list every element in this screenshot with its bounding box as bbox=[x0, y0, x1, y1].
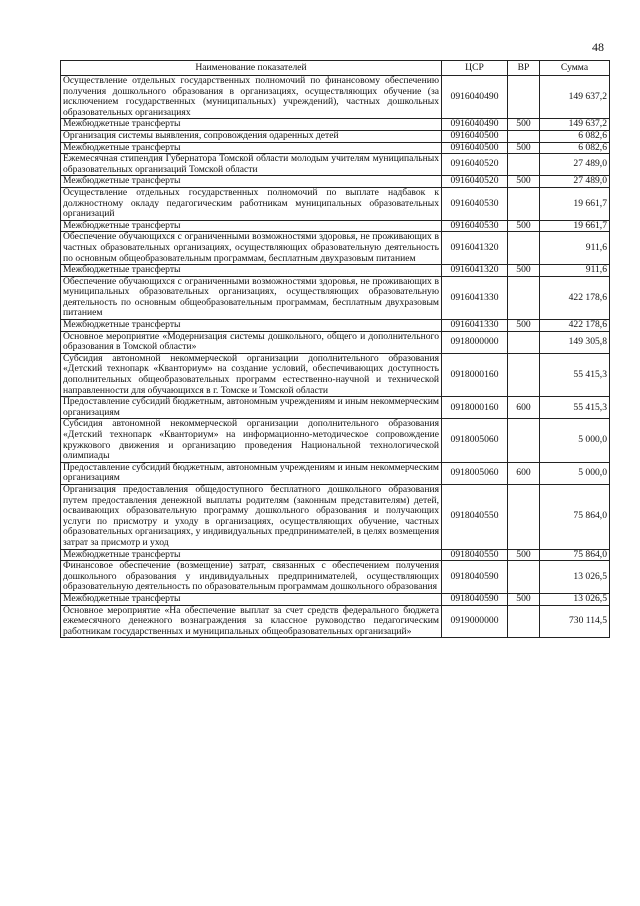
cell-sum: 13 026,5 bbox=[540, 561, 610, 594]
table-row bbox=[61, 265, 610, 277]
table-row bbox=[61, 176, 610, 188]
cell-code: 0919000000 bbox=[442, 605, 508, 638]
table-row bbox=[61, 220, 610, 232]
cell-sum: 911,6 bbox=[540, 265, 610, 277]
cell-name: Основное мероприятие «Модернизация системы дошкольного, общего и дополнительного образования в Томской области» bbox=[61, 331, 442, 353]
table-row bbox=[61, 419, 610, 462]
cell-code: 0916040530 bbox=[442, 220, 508, 232]
cell-vr: 500 bbox=[508, 549, 540, 561]
table-row bbox=[61, 462, 610, 484]
cell-sum: 6 082,6 bbox=[540, 130, 610, 142]
cell-name: Осуществление отдельных государственных полномочий по финансовому обеспечению получения дошкольного образования в организациях, осуществляющих обучение (за исключением государственных (муниципальных) учреждений), частных дошкольных образовательных организациях bbox=[61, 76, 442, 119]
cell-code: 0916040500 bbox=[442, 142, 508, 154]
cell-name: Ежемесячная стипендия Губернатора Томской области молодым учителям муниципальных образовательных организаций Томской области bbox=[61, 154, 442, 176]
cell-name: Межбюджетные трансферты bbox=[61, 593, 442, 605]
cell-name: Обеспечение обучающихся с ограниченными возможностями здоровья, не проживающих в муниципальных образовательных организациях, осуществляющих образовательную деятельность по основным общеобразовательным программам, бесплатным двухразовым питанием bbox=[61, 276, 442, 319]
table-row bbox=[61, 76, 610, 119]
cell-vr: 500 bbox=[508, 320, 540, 332]
header-code: ЦСР bbox=[442, 61, 508, 76]
header-vr: ВР bbox=[508, 61, 540, 76]
cell-vr bbox=[508, 561, 540, 594]
cell-code: 0918040550 bbox=[442, 484, 508, 549]
table-row bbox=[61, 320, 610, 332]
cell-code: 0916040490 bbox=[442, 76, 508, 119]
cell-vr: 600 bbox=[508, 397, 540, 419]
cell-code: 0916040490 bbox=[442, 119, 508, 131]
table-row bbox=[61, 142, 610, 154]
cell-sum: 6 082,6 bbox=[540, 142, 610, 154]
table-row bbox=[61, 549, 610, 561]
table-row bbox=[61, 561, 610, 594]
cell-name: Межбюджетные трансферты bbox=[61, 549, 442, 561]
cell-sum: 19 661,7 bbox=[540, 187, 610, 220]
cell-vr: 500 bbox=[508, 119, 540, 131]
cell-sum: 149 637,2 bbox=[540, 119, 610, 131]
cell-vr: 500 bbox=[508, 220, 540, 232]
cell-name: Предоставление субсидий бюджетным, автономным учреждениям и иным некоммерческим организациям bbox=[61, 397, 442, 419]
cell-vr: 600 bbox=[508, 462, 540, 484]
cell-code: 0918000160 bbox=[442, 353, 508, 396]
cell-code: 0918005060 bbox=[442, 462, 508, 484]
header-sum: Сумма bbox=[540, 61, 610, 76]
table-row bbox=[61, 276, 610, 319]
table-row bbox=[61, 232, 610, 265]
cell-vr: 500 bbox=[508, 176, 540, 188]
cell-code: 0916040520 bbox=[442, 176, 508, 188]
cell-code: 0918000160 bbox=[442, 397, 508, 419]
cell-sum: 911,6 bbox=[540, 232, 610, 265]
cell-name: Межбюджетные трансферты bbox=[61, 119, 442, 131]
cell-vr bbox=[508, 353, 540, 396]
table-row bbox=[61, 353, 610, 396]
cell-sum: 730 114,5 bbox=[540, 605, 610, 638]
cell-vr: 500 bbox=[508, 142, 540, 154]
cell-sum: 27 489,0 bbox=[540, 176, 610, 188]
cell-sum: 5 000,0 bbox=[540, 419, 610, 462]
header-name: Наименование показателей bbox=[61, 61, 442, 76]
cell-vr: 500 bbox=[508, 265, 540, 277]
cell-vr bbox=[508, 331, 540, 353]
cell-code: 0918000000 bbox=[442, 331, 508, 353]
budget-table bbox=[60, 60, 610, 638]
cell-vr bbox=[508, 154, 540, 176]
cell-name: Межбюджетные трансферты bbox=[61, 220, 442, 232]
cell-code: 0916041330 bbox=[442, 276, 508, 319]
cell-code: 0916040530 bbox=[442, 187, 508, 220]
cell-vr bbox=[508, 187, 540, 220]
cell-vr bbox=[508, 232, 540, 265]
cell-code: 0916040520 bbox=[442, 154, 508, 176]
cell-name: Организация предоставления общедоступного бесплатного дошкольного образования путем предоставления денежной выплаты родителям (законным представителям) детей, осваивающих образовательную программу дошкольного образования и получающих услуги по присмотру и уходу в организациях, осуществляющих обучение, частных образовательных организациях, у индивидуальных предпринимателей, в целях возмещения затрат за присмотр и уход bbox=[61, 484, 442, 549]
cell-sum: 55 415,3 bbox=[540, 397, 610, 419]
table-row bbox=[61, 130, 610, 142]
cell-vr bbox=[508, 130, 540, 142]
cell-name: Основное мероприятие «На обеспечение выплат за счет средств федерального бюджета ежемесячного денежного вознаграждения за классное руководство педагогическим работникам государственных и муниципальных общеобразовательных организаций» bbox=[61, 605, 442, 638]
cell-name: Обеспечение обучающихся с ограниченными возможностями здоровья, не проживающих в частных образовательных организациях, осуществляющих образовательную деятельность по основным общеобразовательным программам, бесплатным двухразовым питанием bbox=[61, 232, 442, 265]
table-row bbox=[61, 154, 610, 176]
table-row bbox=[61, 119, 610, 131]
cell-code: 0916041320 bbox=[442, 265, 508, 277]
cell-sum: 75 864,0 bbox=[540, 549, 610, 561]
cell-sum: 75 864,0 bbox=[540, 484, 610, 549]
cell-name: Финансовое обеспечение (возмещение) затрат, связанных с обеспечением получения дошкольного образования у индивидуальных предпринимателей, осуществляющих образовательную деятельность по образовательным программам дошкольного образования bbox=[61, 561, 442, 594]
cell-name: Субсидия автономной некоммерческой организации дополнительного образования «Детский технопарк «Кванториум» на информационно-методическое сопровождение кружкового движения и организацию проведения Национальной технологической олимпиады bbox=[61, 419, 442, 462]
cell-name: Межбюджетные трансферты bbox=[61, 265, 442, 277]
cell-sum: 422 178,6 bbox=[540, 276, 610, 319]
table-row bbox=[61, 331, 610, 353]
cell-code: 0916041320 bbox=[442, 232, 508, 265]
page-number: 48 bbox=[592, 40, 604, 54]
cell-name: Межбюджетные трансферты bbox=[61, 320, 442, 332]
cell-vr bbox=[508, 276, 540, 319]
cell-vr bbox=[508, 76, 540, 119]
table-row bbox=[61, 397, 610, 419]
cell-sum: 422 178,6 bbox=[540, 320, 610, 332]
cell-name: Организация системы выявления, сопровождения одаренных детей bbox=[61, 130, 442, 142]
table-row bbox=[61, 593, 610, 605]
cell-sum: 149 305,8 bbox=[540, 331, 610, 353]
cell-sum: 27 489,0 bbox=[540, 154, 610, 176]
cell-code: 0916040500 bbox=[442, 130, 508, 142]
cell-sum: 149 637,2 bbox=[540, 76, 610, 119]
cell-vr: 500 bbox=[508, 593, 540, 605]
table-row bbox=[61, 484, 610, 549]
table-header-row bbox=[61, 61, 610, 76]
cell-vr bbox=[508, 419, 540, 462]
cell-code: 0916041330 bbox=[442, 320, 508, 332]
cell-name: Межбюджетные трансферты bbox=[61, 176, 442, 188]
cell-sum: 55 415,3 bbox=[540, 353, 610, 396]
cell-code: 0918005060 bbox=[442, 419, 508, 462]
cell-vr bbox=[508, 484, 540, 549]
cell-name: Осуществление отдельных государственных полномочий по выплате надбавок к должностному окладу педагогическим работникам муниципальных образовательных организаций bbox=[61, 187, 442, 220]
cell-vr bbox=[508, 605, 540, 638]
cell-code: 0918040550 bbox=[442, 549, 508, 561]
table-row bbox=[61, 605, 610, 638]
cell-code: 0918040590 bbox=[442, 593, 508, 605]
cell-code: 0918040590 bbox=[442, 561, 508, 594]
cell-sum: 5 000,0 bbox=[540, 462, 610, 484]
cell-name: Межбюджетные трансферты bbox=[61, 142, 442, 154]
cell-sum: 19 661,7 bbox=[540, 220, 610, 232]
cell-sum: 13 026,5 bbox=[540, 593, 610, 605]
cell-name: Предоставление субсидий бюджетным, автономным учреждениям и иным некоммерческим организациям bbox=[61, 462, 442, 484]
cell-name: Субсидия автономной некоммерческой организации дополнительного образования «Детский технопарк «Кванториум» на создание условий, обеспечивающих доступность дополнительных общеобразовательных программ естественно-научной и технической направленности для обучающихся в г. Томске и Томской области bbox=[61, 353, 442, 396]
table-row bbox=[61, 187, 610, 220]
